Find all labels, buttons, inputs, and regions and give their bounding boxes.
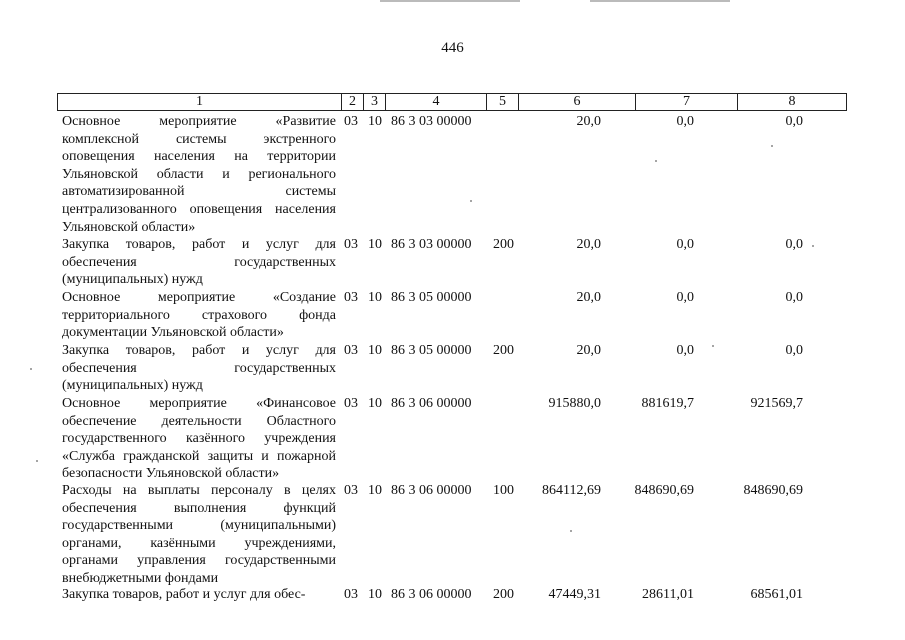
- header-col-2: 2: [342, 94, 364, 110]
- row-subsection: 10: [368, 237, 382, 252]
- row-subsection: 10: [368, 343, 382, 358]
- row-value-col7: 0,0: [676, 114, 694, 129]
- row-value-col6: 20,0: [576, 114, 601, 129]
- table-row: [0, 340, 905, 393]
- table-row: [0, 584, 905, 624]
- row-section: 03: [344, 114, 358, 129]
- row-value-col7: 881619,7: [641, 396, 694, 411]
- table-header: [57, 93, 847, 111]
- scan-speck: [570, 530, 572, 532]
- scan-speck: [655, 160, 657, 162]
- row-value-col7: 0,0: [676, 290, 694, 305]
- table-row: [0, 393, 905, 480]
- row-expense-type: 200: [493, 343, 514, 358]
- scan-speck: [812, 245, 814, 247]
- row-target-code: 86 3 06 00000: [391, 396, 472, 411]
- row-value-col8: 0,0: [785, 290, 803, 305]
- row-value-col7: 0,0: [676, 343, 694, 358]
- row-value-col8: 0,0: [785, 237, 803, 252]
- row-value-col8: 0,0: [785, 343, 803, 358]
- header-col-6: 6: [519, 94, 636, 110]
- row-value-col6: 20,0: [576, 343, 601, 358]
- row-subsection: 10: [368, 483, 382, 498]
- header-col-8: 8: [788, 94, 796, 109]
- scan-speck: [470, 200, 472, 202]
- table-body: [0, 111, 905, 624]
- row-expense-type: 200: [493, 237, 514, 252]
- row-name: Основное мероприятие «Развитие комплексной системы экстренного оповещения населения на территории Ульяновской области и регионального автоматизированной системы централизованного оповещения населения Ульяновской области»: [62, 114, 336, 235]
- row-value-col8: 68561,01: [750, 587, 803, 602]
- scan-speck: [30, 368, 32, 370]
- header-col-5: 5: [487, 94, 519, 110]
- header-col-7: 7: [636, 94, 738, 110]
- row-name: Основное мероприятие «Финансовое обеспечение деятельности Областного государственного казённого учреждения «Служба гражданской защиты и пожарной безопасности Ульяновской области»: [62, 396, 336, 482]
- table-row: [0, 111, 905, 234]
- row-target-code: 86 3 06 00000: [391, 587, 472, 602]
- header-col-1: 1: [58, 94, 342, 110]
- row-section: 03: [344, 343, 358, 358]
- scan-speck: [36, 460, 38, 462]
- row-name: Закупка товаров, работ и услуг для обеспечения государственных (муниципальных) нужд: [62, 343, 336, 394]
- row-section: 03: [344, 396, 358, 411]
- table-row: [0, 287, 905, 340]
- row-value-col6: 20,0: [576, 290, 601, 305]
- row-value-col8: 0,0: [785, 114, 803, 129]
- row-target-code: 86 3 03 00000: [391, 114, 472, 129]
- header-col-3: 3: [364, 94, 386, 110]
- row-target-code: 86 3 05 00000: [391, 290, 472, 305]
- row-subsection: 10: [368, 290, 382, 305]
- row-target-code: 86 3 05 00000: [391, 343, 472, 358]
- scan-edge-artifact: [380, 0, 520, 2]
- row-name: Закупка товаров, работ и услуг для обес-: [62, 587, 306, 602]
- row-section: 03: [344, 290, 358, 305]
- row-section: 03: [344, 483, 358, 498]
- header-col-4: 4: [386, 94, 487, 110]
- row-subsection: 10: [368, 587, 382, 602]
- scan-speck: [712, 345, 714, 347]
- table-row: [0, 480, 905, 584]
- row-value-col7: 28611,01: [642, 587, 694, 602]
- page-number: 446: [441, 40, 464, 56]
- row-expense-type: 200: [493, 587, 514, 602]
- table-row: [0, 234, 905, 287]
- row-value-col6: 864112,69: [542, 483, 601, 498]
- row-value-col8: 848690,69: [743, 483, 803, 498]
- row-section: 03: [344, 587, 358, 602]
- row-value-col7: 0,0: [676, 237, 694, 252]
- row-value-col6: 20,0: [576, 237, 601, 252]
- row-value-col8: 921569,7: [750, 396, 803, 411]
- row-section: 03: [344, 237, 358, 252]
- row-value-col7: 848690,69: [634, 483, 694, 498]
- row-name: Закупка товаров, работ и услуг для обеспечения государственных (муниципальных) нужд: [62, 237, 336, 288]
- row-value-col6: 915880,0: [548, 396, 601, 411]
- row-target-code: 86 3 03 00000: [391, 237, 472, 252]
- row-expense-type: 100: [493, 483, 514, 498]
- row-value-col6: 47449,31: [548, 587, 601, 602]
- scan-speck: [771, 145, 773, 147]
- row-name: Расходы на выплаты персоналу в целях обеспечения выполнения функций государственными (муниципальными) органами, казёнными учреждениями, органами управления государственными внебюджетными фондами: [62, 483, 336, 586]
- row-subsection: 10: [368, 396, 382, 411]
- row-target-code: 86 3 06 00000: [391, 483, 472, 498]
- row-name: Основное мероприятие «Создание территориального страхового фонда документации Ульяновской области»: [62, 290, 336, 341]
- row-subsection: 10: [368, 114, 382, 129]
- scan-edge-artifact: [590, 0, 730, 2]
